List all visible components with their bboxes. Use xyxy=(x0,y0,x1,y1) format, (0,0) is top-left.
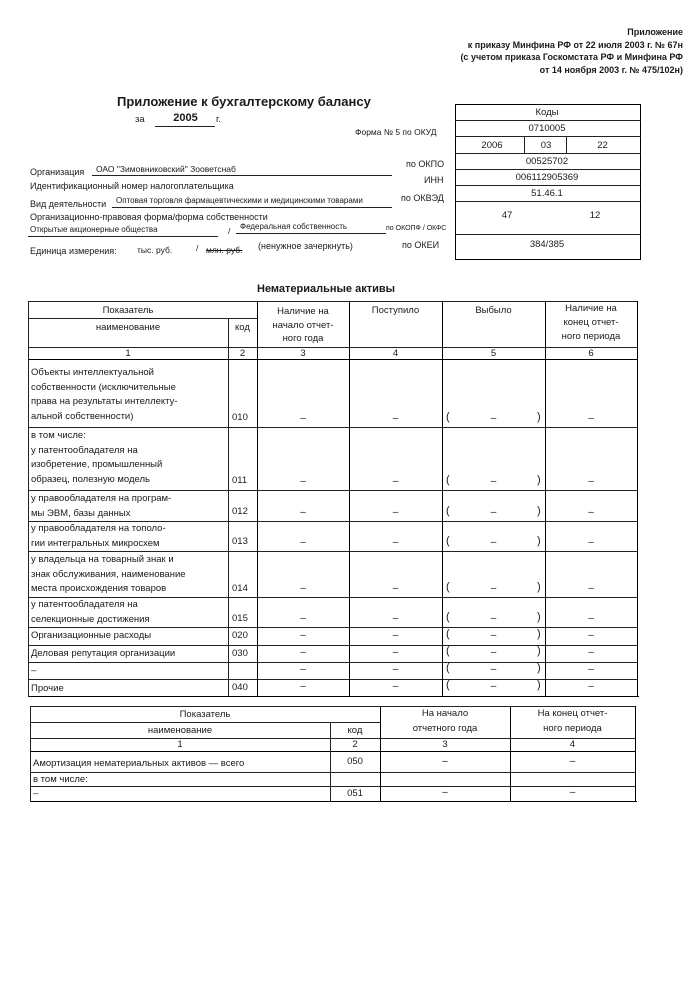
value-cell: – xyxy=(300,630,306,641)
paren-open: ( xyxy=(446,581,450,593)
header-line: начало отчет- xyxy=(272,319,334,331)
value-cell: – xyxy=(300,476,306,487)
name-line: у владельца на товарный знак и xyxy=(31,554,174,565)
value-cell: – xyxy=(300,647,306,658)
value-cell: – xyxy=(490,613,497,624)
value-cell: – xyxy=(588,413,594,424)
table-row-name: Организационные расходы xyxy=(31,630,152,641)
value-cell: – xyxy=(569,756,576,767)
row-code: 012 xyxy=(232,506,248,517)
table-row-name xyxy=(31,522,227,551)
value-cell: – xyxy=(442,787,448,798)
paren-open: ( xyxy=(446,411,450,423)
okved-label: по ОКВЭД xyxy=(401,193,444,203)
header-line: отчетного года xyxy=(412,723,478,734)
value-cell: – xyxy=(442,756,448,767)
col-header-start xyxy=(380,706,510,736)
name-line: собственности (исключительные xyxy=(31,381,176,393)
value-cell: – xyxy=(569,787,576,798)
form-title: Приложение к бухгалтерскому балансу xyxy=(117,94,371,109)
okopf-code: 47 xyxy=(501,210,513,221)
name-line: у правообладателя на програм- xyxy=(31,493,172,504)
value-cell: – xyxy=(392,476,399,487)
table-row-name xyxy=(31,429,227,487)
unit-note: (ненужное зачеркнуть) xyxy=(258,241,353,251)
value-cell: – xyxy=(300,413,306,424)
col-header-name: наименование xyxy=(147,725,213,736)
date-year: 2006 xyxy=(481,140,503,151)
legal-slash: / xyxy=(228,226,231,236)
table-row-name: – xyxy=(33,788,39,799)
paren-close: ) xyxy=(537,535,541,547)
value-cell: – xyxy=(392,681,399,692)
table-row-name: в том числе: xyxy=(33,774,88,785)
value-cell: – xyxy=(588,613,594,624)
col-num: 4 xyxy=(569,739,576,750)
name-line: в том числе: xyxy=(31,430,86,441)
col-num: 1 xyxy=(125,348,131,359)
name-line: альной собственности) xyxy=(31,410,134,422)
value-cell: – xyxy=(300,507,306,518)
row-code: 020 xyxy=(232,630,248,641)
paren-close: ) xyxy=(537,581,541,593)
paren-open: ( xyxy=(446,679,450,691)
table-row-name xyxy=(31,553,227,597)
value-cell: – xyxy=(588,537,594,548)
row-code: 051 xyxy=(347,788,363,799)
header-line: к приказу Минфина РФ от 22 июля 2003 г. № 67н xyxy=(467,39,683,50)
paren-open: ( xyxy=(446,645,450,657)
value-cell: – xyxy=(392,664,399,675)
paren-close: ) xyxy=(537,662,541,674)
value-cell: – xyxy=(490,664,497,675)
row-code: 011 xyxy=(232,475,248,486)
table-row-name xyxy=(31,366,227,424)
name-line: права на результаты интеллекту- xyxy=(31,396,178,407)
col-header-end xyxy=(545,302,637,344)
paren-close: ) xyxy=(537,611,541,623)
header-line: конец отчет- xyxy=(563,317,619,328)
name-line: селекционные достижения xyxy=(31,613,150,625)
table-row-name: – xyxy=(31,665,37,676)
value-cell: – xyxy=(490,413,497,424)
value-cell: – xyxy=(490,681,497,692)
value-cell: – xyxy=(392,630,399,641)
paren-open: ( xyxy=(446,628,450,640)
col-header-start xyxy=(257,305,349,346)
col-num: 3 xyxy=(442,739,448,750)
org-label: Организация xyxy=(30,167,85,177)
value-cell: – xyxy=(392,647,399,658)
value-cell: – xyxy=(588,583,594,594)
value-cell: – xyxy=(490,630,497,641)
paren-close: ) xyxy=(537,679,541,691)
col-num: 1 xyxy=(177,739,183,750)
activity-value: Оптовая торговля фармацевтическими и медицинскими товарами xyxy=(116,196,363,205)
paren-close: ) xyxy=(537,645,541,657)
okpo-label: по ОКПО xyxy=(406,159,445,169)
value-cell: – xyxy=(300,613,306,624)
inn-text-label: Идентификационный номер налогоплательщика xyxy=(30,181,234,191)
ownership-value: Федеральная собственность xyxy=(240,222,348,231)
paren-open: ( xyxy=(446,535,450,547)
col-num: 2 xyxy=(352,739,358,750)
value-cell: – xyxy=(490,476,497,487)
value-cell: – xyxy=(300,537,306,548)
unit-million: млн. руб. xyxy=(206,245,243,255)
inn-label: ИНН xyxy=(424,175,444,185)
okfs-code: 12 xyxy=(589,210,601,221)
table-row-name: Прочие xyxy=(31,683,64,694)
value-cell: – xyxy=(588,476,594,487)
activity-label: Вид деятельности xyxy=(30,199,107,209)
row-code: 050 xyxy=(347,756,363,767)
col-header-code: код xyxy=(235,322,250,333)
value-cell: – xyxy=(588,647,594,658)
value-cell: – xyxy=(588,630,594,641)
value-cell: – xyxy=(392,613,399,624)
row-code: 040 xyxy=(232,682,248,693)
paren-close: ) xyxy=(537,411,541,423)
header-line: Приложение xyxy=(627,27,683,37)
name-line: образец, полезную модель xyxy=(31,473,151,485)
row-code: 014 xyxy=(232,583,248,594)
header-line: ного периода xyxy=(543,723,602,734)
name-line: места происхождения товаров xyxy=(31,583,167,594)
row-code: 030 xyxy=(232,648,248,659)
value-cell: – xyxy=(588,681,594,692)
header-line: Наличие на xyxy=(277,306,329,317)
unit-thousand: тыс. руб. xyxy=(137,245,173,255)
paren-close: ) xyxy=(537,474,541,486)
value-cell: – xyxy=(392,413,399,424)
legal-form-value: Открытые акционерные общества xyxy=(30,225,158,234)
legal-form-label: Организационно-правовая форма/форма собственности xyxy=(30,212,268,222)
value-cell: – xyxy=(392,537,399,548)
table-row-name: Амортизация нематериальных активов — всего xyxy=(33,758,245,769)
unit-label: Единица измерения: xyxy=(30,246,117,256)
col-num: 3 xyxy=(300,348,306,359)
order-header xyxy=(460,26,683,76)
period-prefix: за xyxy=(135,114,145,125)
name-line: у патентообладателя на xyxy=(31,599,138,610)
okved-code: 51.46.1 xyxy=(531,188,563,199)
col-header-indicator: Показатель xyxy=(179,709,231,720)
value-cell: – xyxy=(490,537,497,548)
col-header-indicator: Показатель xyxy=(102,305,154,316)
paren-close: ) xyxy=(537,505,541,517)
okopf-label: по ОКОПФ / ОКФС xyxy=(386,225,447,232)
col-num: 5 xyxy=(490,348,497,359)
org-value: ОАО "Зимовниковский" Зооветснаб xyxy=(96,164,236,174)
col-header-end xyxy=(510,706,635,736)
value-cell: – xyxy=(392,507,399,518)
row-code: 015 xyxy=(232,613,248,624)
name-line: изобретение, промышленный xyxy=(31,459,163,470)
table-row-name: Деловая репутация организации xyxy=(31,648,176,659)
date-day: 22 xyxy=(597,140,608,151)
value-cell: – xyxy=(490,583,497,594)
col-num: 6 xyxy=(588,348,594,359)
okei-label: по ОКЕИ xyxy=(402,240,440,250)
paren-open: ( xyxy=(446,662,450,674)
col-num: 2 xyxy=(239,348,246,359)
value-cell: – xyxy=(588,507,594,518)
okud-code: 0710005 xyxy=(528,123,566,134)
paren-close: ) xyxy=(537,628,541,640)
year-suffix: г. xyxy=(216,114,221,125)
paren-open: ( xyxy=(446,474,450,486)
name-line: у патентообладателя на xyxy=(31,444,138,456)
header-line: Наличие на xyxy=(565,303,617,314)
col-header-disposed: Выбыло xyxy=(475,305,512,316)
paren-open: ( xyxy=(446,611,450,623)
section-title: Нематериальные активы xyxy=(257,283,396,295)
inn-code: 006112905369 xyxy=(515,172,579,183)
okud-label: Форма № 5 по ОКУД xyxy=(355,127,437,137)
row-code: 013 xyxy=(232,536,248,547)
name-line: Объекты интеллектуальной xyxy=(31,367,154,378)
value-cell: – xyxy=(490,647,497,658)
header-line: ного года xyxy=(282,333,324,344)
name-line: у правообладателя на тополо- xyxy=(31,523,166,534)
codes-title: Коды xyxy=(535,107,559,118)
header-line: (с учетом приказа Госкомстата РФ и Минфина РФ xyxy=(460,52,683,62)
header-line: На начало xyxy=(421,708,469,719)
value-cell: – xyxy=(300,664,306,675)
row-code: 010 xyxy=(232,412,248,423)
date-month: 03 xyxy=(540,140,552,151)
value-cell: – xyxy=(588,664,594,675)
col-header-code: код xyxy=(347,725,363,736)
header-line: ного периода xyxy=(561,331,621,342)
name-line: знак обслуживания, наименование xyxy=(31,568,186,580)
value-cell: – xyxy=(392,583,399,594)
header-line: от 14 ноября 2003 г. № 475/102н) xyxy=(539,64,683,75)
col-header-name: наименование xyxy=(95,322,161,333)
value-cell: – xyxy=(490,507,497,518)
header-line: На конец отчет- xyxy=(537,708,608,719)
col-header-received: Поступило xyxy=(371,305,420,316)
paren-open: ( xyxy=(446,505,450,517)
unit-slash: / xyxy=(196,243,199,253)
value-cell: – xyxy=(300,583,306,594)
col-num: 4 xyxy=(392,348,399,359)
value-cell: – xyxy=(300,681,306,692)
name-line: гии интегральных микросхем xyxy=(31,537,160,549)
name-line: мы ЭВМ, базы данных xyxy=(31,507,131,519)
table-row-name xyxy=(31,492,227,521)
report-year: 2005 xyxy=(173,112,198,124)
okei-code: 384/385 xyxy=(529,239,565,250)
okpo-code: 00525702 xyxy=(525,156,569,167)
table-row-name xyxy=(31,598,227,627)
